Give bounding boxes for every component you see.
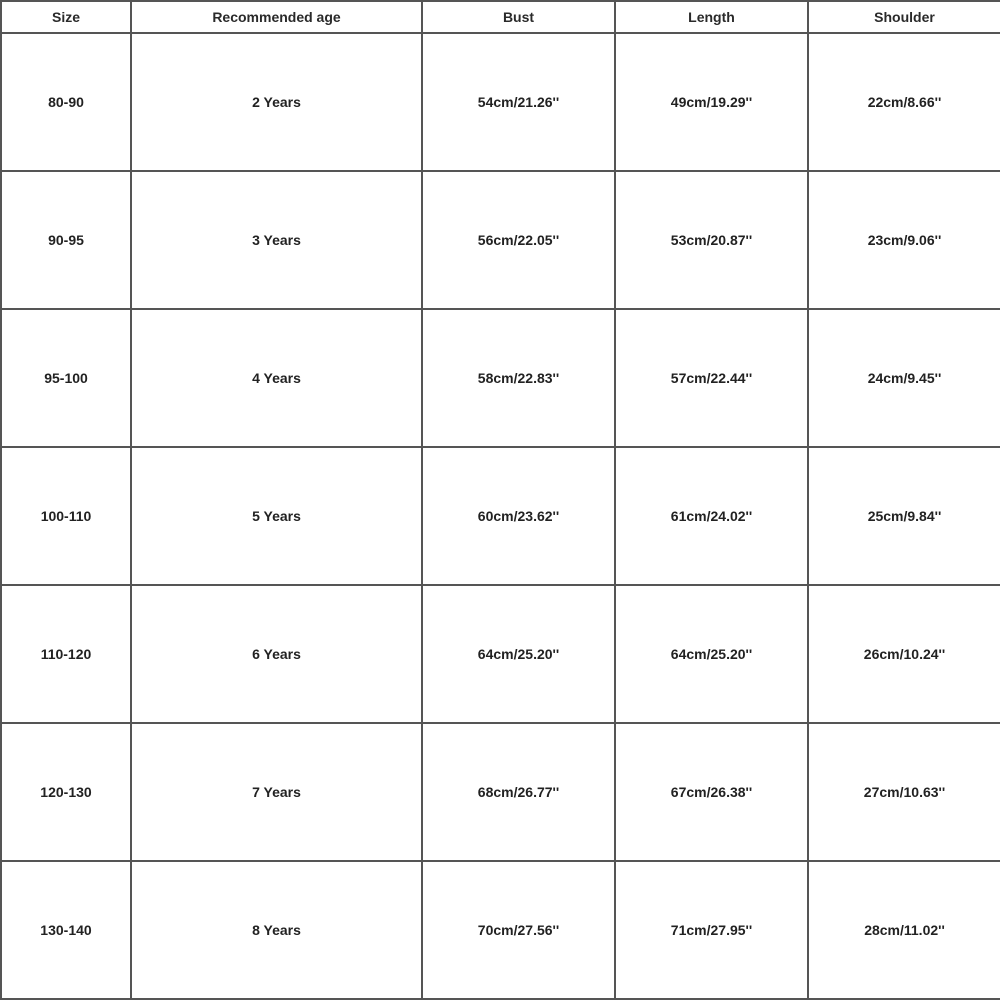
cell-bust: 60cm/23.62'' <box>422 447 615 585</box>
cell-recommended-age: 4 Years <box>131 309 422 447</box>
cell-length: 67cm/26.38'' <box>615 723 808 861</box>
cell-length: 53cm/20.87'' <box>615 171 808 309</box>
cell-bust: 70cm/27.56'' <box>422 861 615 999</box>
cell-recommended-age: 3 Years <box>131 171 422 309</box>
table-row <box>1 309 1000 447</box>
cell-shoulder: 28cm/11.02'' <box>808 861 1000 999</box>
cell-recommended-age: 2 Years <box>131 33 422 171</box>
cell-recommended-age: 8 Years <box>131 861 422 999</box>
cell-length: 64cm/25.20'' <box>615 585 808 723</box>
header-bust: Bust <box>422 1 615 33</box>
cell-shoulder: 23cm/9.06'' <box>808 171 1000 309</box>
table-row <box>1 861 1000 999</box>
table-row <box>1 33 1000 171</box>
cell-shoulder: 27cm/10.63'' <box>808 723 1000 861</box>
cell-recommended-age: 5 Years <box>131 447 422 585</box>
cell-bust: 56cm/22.05'' <box>422 171 615 309</box>
size-chart-body <box>1 33 1000 999</box>
cell-size: 110-120 <box>1 585 131 723</box>
cell-recommended-age: 7 Years <box>131 723 422 861</box>
size-chart-header <box>1 1 1000 33</box>
table-row <box>1 723 1000 861</box>
table-row <box>1 171 1000 309</box>
cell-length: 57cm/22.44'' <box>615 309 808 447</box>
cell-shoulder: 22cm/8.66'' <box>808 33 1000 171</box>
cell-bust: 54cm/21.26'' <box>422 33 615 171</box>
cell-size: 95-100 <box>1 309 131 447</box>
cell-length: 61cm/24.02'' <box>615 447 808 585</box>
cell-size: 80-90 <box>1 33 131 171</box>
cell-length: 71cm/27.95'' <box>615 861 808 999</box>
header-size: Size <box>1 1 131 33</box>
cell-size: 100-110 <box>1 447 131 585</box>
cell-recommended-age: 6 Years <box>131 585 422 723</box>
cell-size: 90-95 <box>1 171 131 309</box>
cell-shoulder: 26cm/10.24'' <box>808 585 1000 723</box>
cell-size: 120-130 <box>1 723 131 861</box>
table-row <box>1 585 1000 723</box>
header-shoulder: Shoulder <box>808 1 1000 33</box>
cell-bust: 68cm/26.77'' <box>422 723 615 861</box>
cell-shoulder: 25cm/9.84'' <box>808 447 1000 585</box>
header-length: Length <box>615 1 808 33</box>
header-row <box>1 1 1000 33</box>
cell-shoulder: 24cm/9.45'' <box>808 309 1000 447</box>
table-row <box>1 447 1000 585</box>
cell-bust: 64cm/25.20'' <box>422 585 615 723</box>
cell-size: 130-140 <box>1 861 131 999</box>
cell-bust: 58cm/22.83'' <box>422 309 615 447</box>
header-recommended-age: Recommended age <box>131 1 422 33</box>
cell-length: 49cm/19.29'' <box>615 33 808 171</box>
